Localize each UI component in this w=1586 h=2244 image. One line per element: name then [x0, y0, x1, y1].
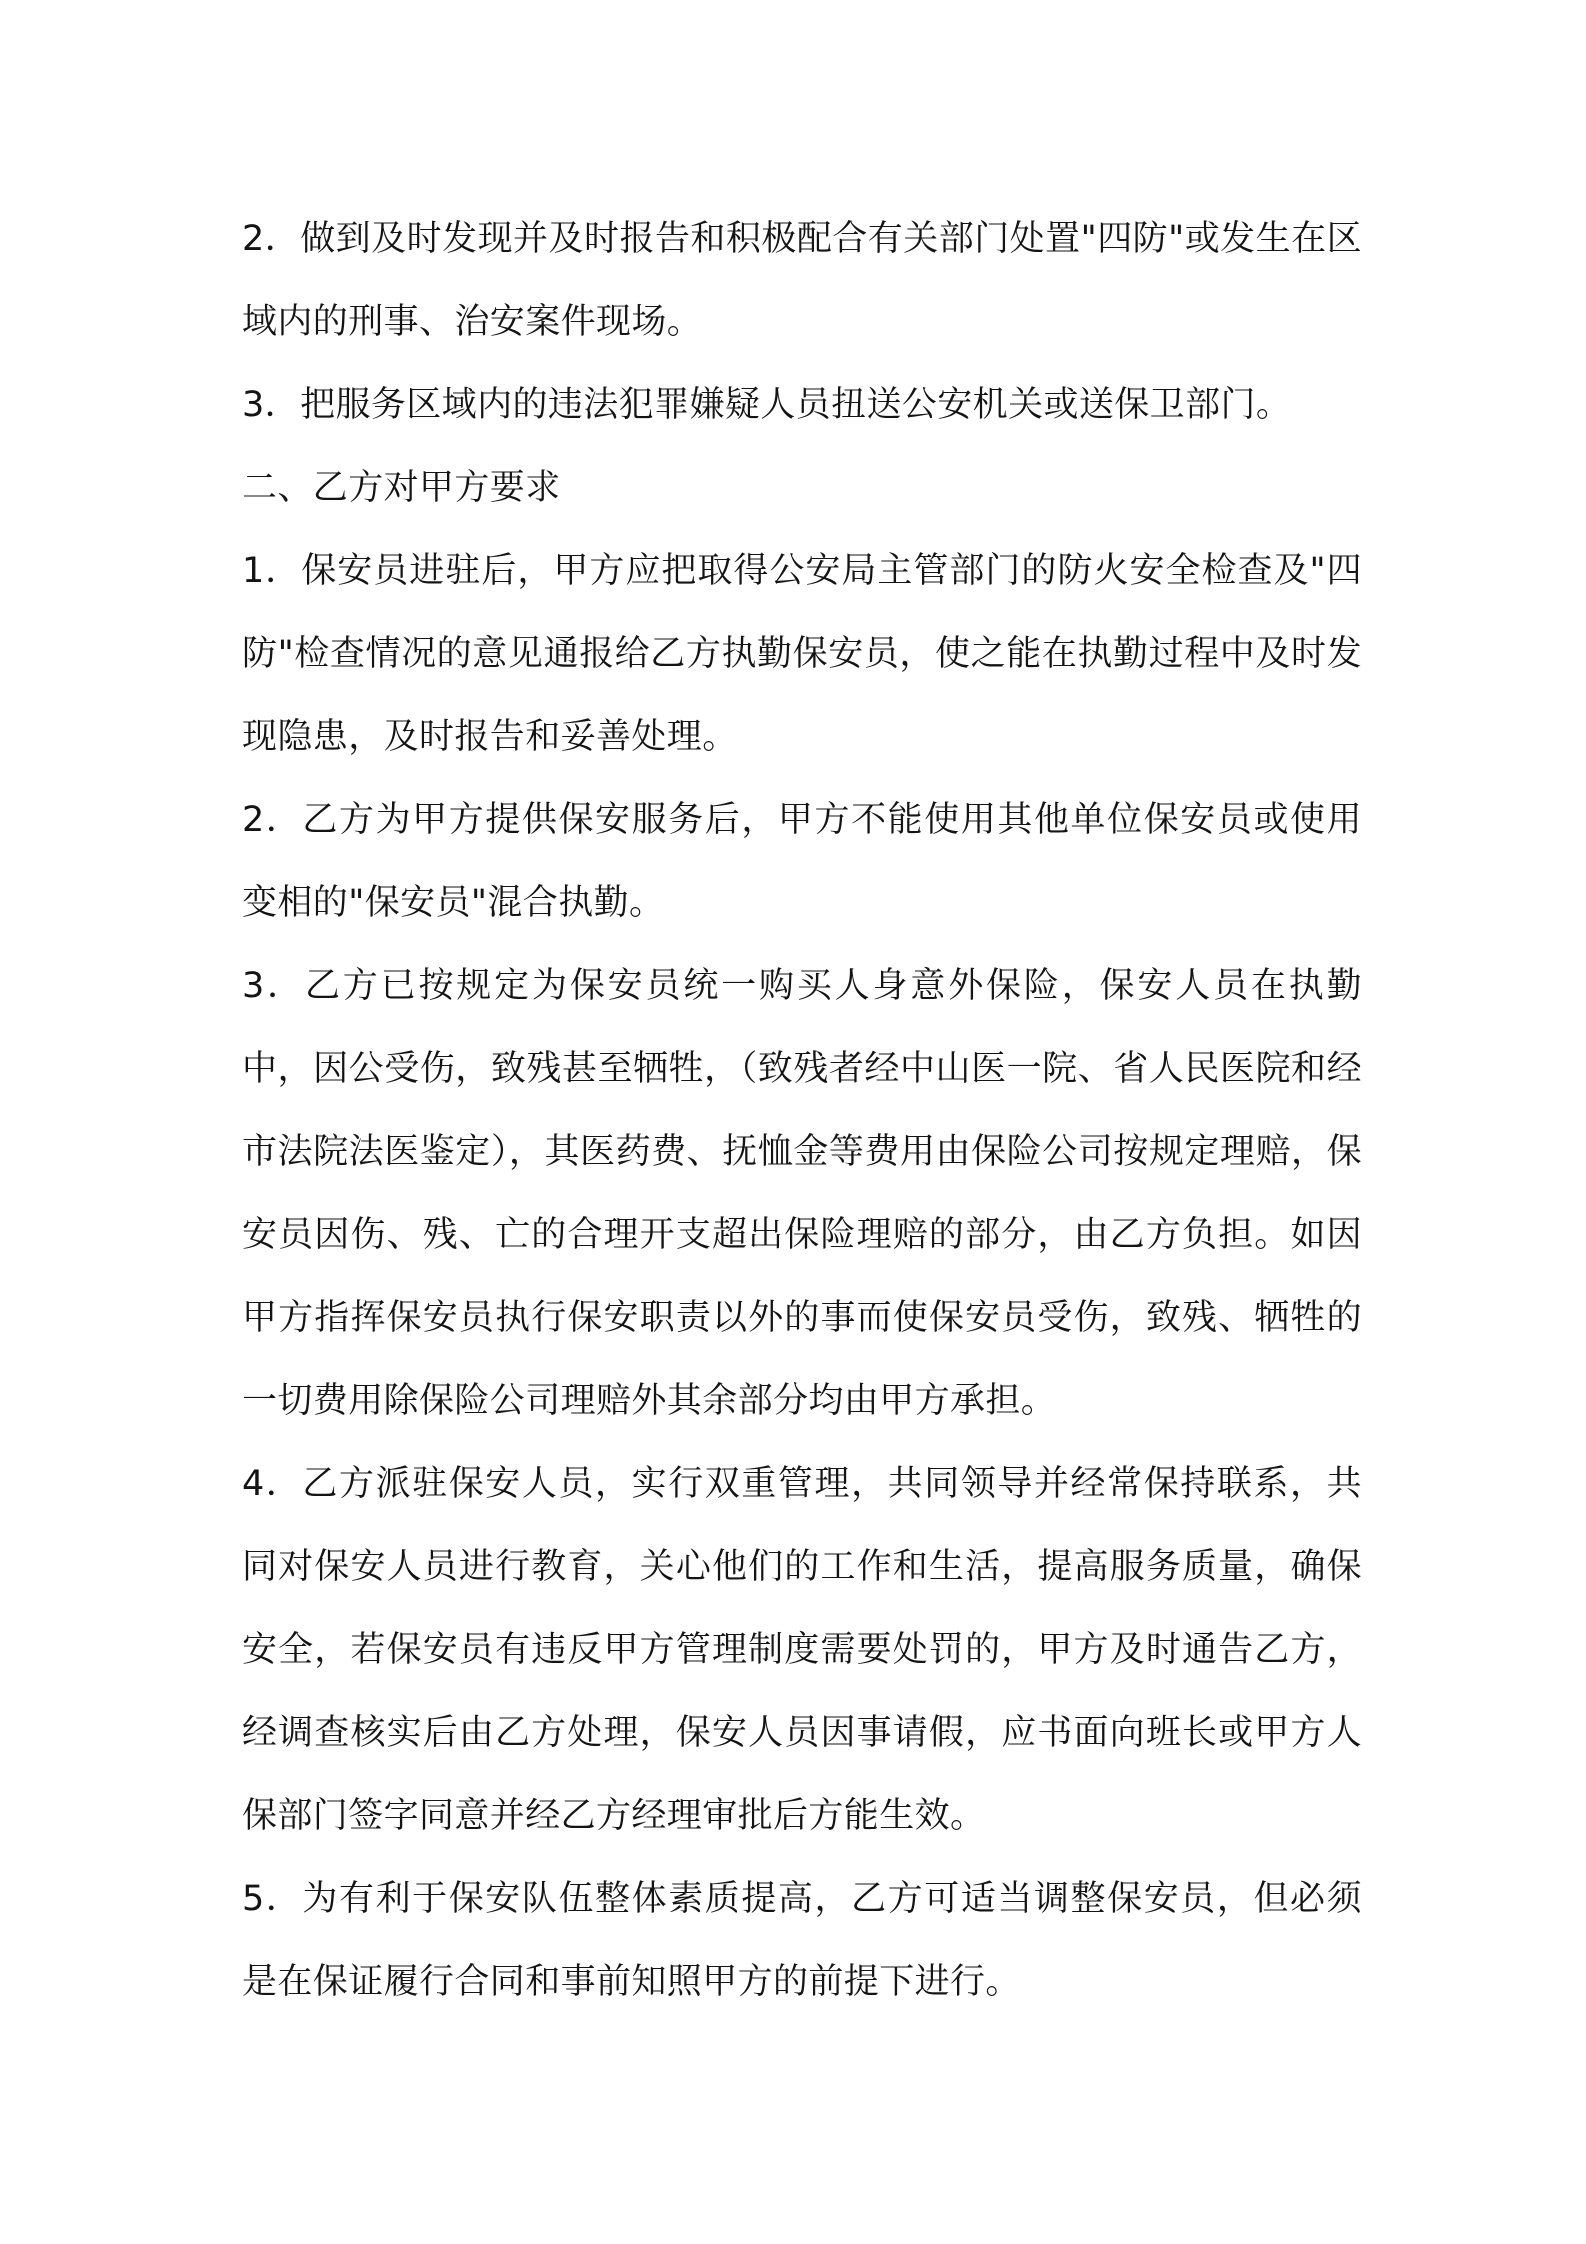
- paragraph-requirement-2: 2．乙方为甲方提供保安服务后，甲方不能使用其他单位保安员或使用变相的"保安员"混合执勤。: [242, 800, 1362, 923]
- document-body: [242, 198, 1362, 2024]
- section-heading: 二、乙方对甲方要求: [242, 468, 561, 508]
- paragraph-item-2-continued: 2．做到及时发现并及时报告和积极配合有关部门处置"四防"或发生在区域内的刑事、治安案件现场。: [242, 219, 1362, 342]
- paragraph-requirement-1: 1．保安员进驻后，甲方应把取得公安局主管部门的防火安全检查及"四防"检查情况的意见通报给乙方执勤保安员，使之能在执勤过程中及时发现隐患，及时报告和妥善处理。: [242, 551, 1362, 757]
- paragraph-item-3: 3．把服务区域内的违法犯罪嫌疑人员扭送公安机关或送保卫部门。: [242, 385, 1292, 425]
- paragraph-requirement-4: 4．乙方派驻保安人员，实行双重管理，共同领导并经常保持联系，共同对保安人员进行教育，关心他们的工作和生活，提高服务质量，确保安全，若保安员有违反甲方管理制度需要处罚的，甲方及时通告乙方，经调查核实后由乙方处理，保安人员因事请假，应书面向班长或甲方人保部门签字同意并经乙方经理审批后方能生效。: [242, 1464, 1362, 1836]
- paragraph-requirement-3: 3．乙方已按规定为保安员统一购买人身意外保险，保安人员在执勤中，因公受伤，致残甚至牺牲，（致残者经中山医一院、省人民医院和经市法院法医鉴定），其医药费、抚恤金等费用由保险公司按规定理赔，保安员因伤、残、亡的合理开支超出保险理赔的部分，由乙方负担。如因甲方指挥保安员执行保安职责以外的事而使保安员受伤，致残、牺牲的一切费用除保险公司理赔外其余部分均由甲方承担。: [242, 966, 1362, 1421]
- paragraph-requirement-5: 5．为有利于保安队伍整体素质提高，乙方可适当调整保安员，但必须是在保证履行合同和事前知照甲方的前提下进行。: [242, 1879, 1362, 2002]
